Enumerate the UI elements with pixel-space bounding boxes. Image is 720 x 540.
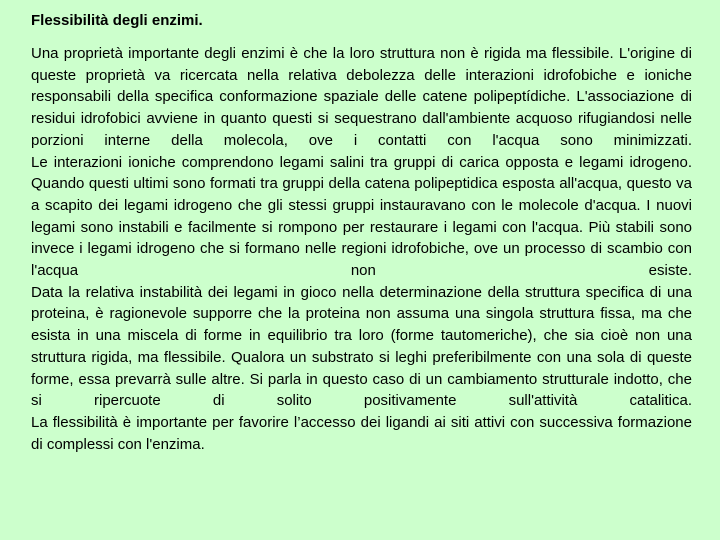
slide-content	[31, 11, 692, 455]
paragraph-structural-instability: Data la relativa instabilità dei legami in gioco nella determinazione della struttura specifica di una proteina, è ragionevole supporre che la proteina non assuma una singola struttura fissa, ma che esista in una miscela di forme in equilibrio tra loro (forme tautomeriche), che sia cioè non una struttura rigida, ma flessibile. Qualora un substrato si leghi preferibilmente con una sola di queste forme, essa prevarrà sulle altre. Si parla in questo caso di un cambiamento strutturale indotto, che si ripercuote di solito positivamente sull'attività catalitica.	[31, 283, 692, 410]
paragraph-ionic-interactions: Le interazioni ioniche comprendono legami salini tra gruppi di carica opposta e legami idrogeno. Quando questi ultimi sono formati tra gruppi della catena polipeptidica esposta all'acqua, questo va a scapito dei legami idrogeno che gli stessi gruppi instauravano con le molecole d'acqua. I nuovi legami sono instabili e facilmente si rompono per restaurare i legami con l'acqua. Più stabili sono invece i legami idrogeno che si formano nelle regioni idrofobiche, ove un processo di scambio con l'acqua non esiste.	[31, 153, 692, 280]
slide-title: Flessibilità degli enzimi.	[31, 12, 203, 29]
paragraph-ligand-access: La flessibilità è importante per favorire l’accesso dei ligandi ai siti attivi con successiva formazione di complessi con l'enzima.	[31, 413, 692, 453]
paragraph-flexibility-origin: Una proprietà importante degli enzimi è che la loro struttura non è rigida ma flessibile. L'origine di queste proprietà va ricercata nella relativa debolezza delle interazioni idrofobiche e ioniche responsabili della specifica conformazione spaziale delle catene polipeptídiche. L'associazione di residui idrofobici avviene in quanto questi si sequestrano dall'ambiente acquoso rifugiandosi nelle porzioni interne della molecola, ove i contatti con l'acqua sono minimizzati.	[31, 45, 692, 149]
slide-body	[31, 43, 692, 455]
